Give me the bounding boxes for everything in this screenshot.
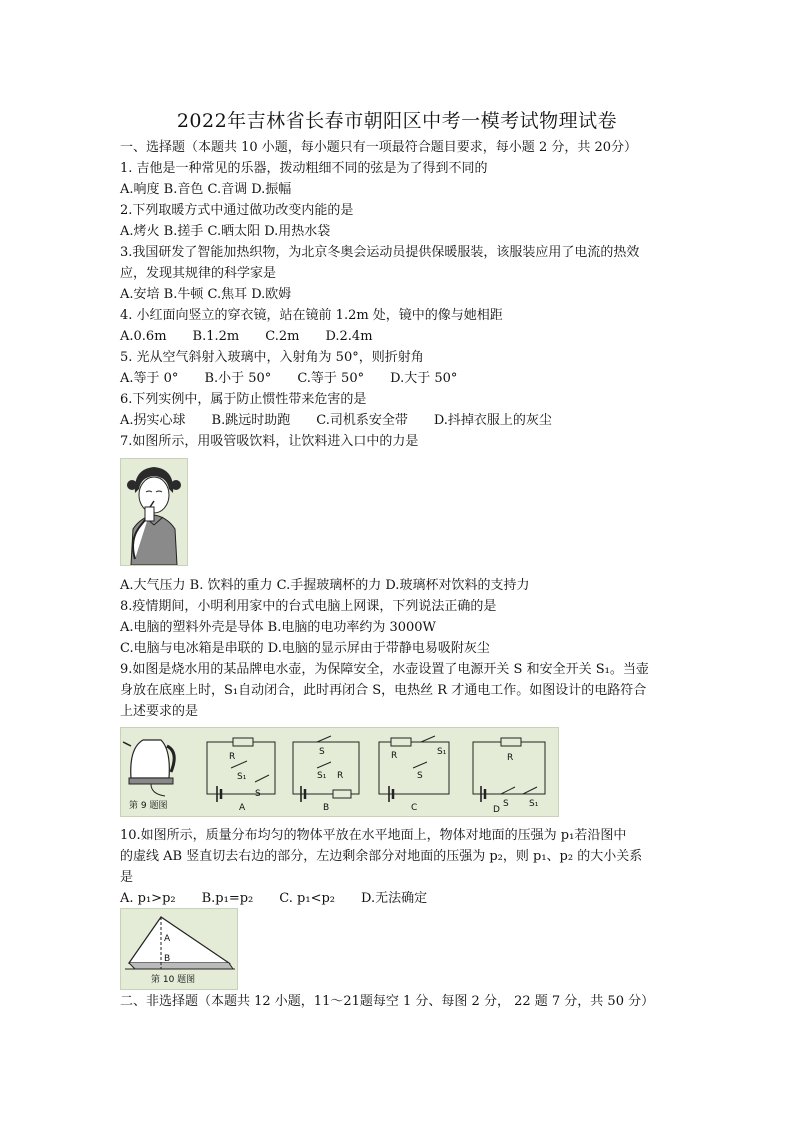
question-9-line-2: 身放在底座上时，S₁自动闭合，此时再闭合 S，电热丝 R 才通电工作。如图设计的电路符合 [120,683,647,698]
fig10-a-label: A [164,934,171,944]
question-10-options [120,890,680,908]
trapezoid-block-diagram [121,909,237,989]
question-3-line-2: 应，发现其规律的科学家是 [120,266,277,281]
question-8: 8.疫情期间，小明利用家中的台式电脑上网课，下列说法正确的是 [120,599,497,614]
q5-option-b: B.小于 50° [204,371,272,386]
question-1-options: A.响度 B.音色 C.音调 D.振幅 [120,182,292,197]
circuit-c-label: C [411,803,418,813]
circuit-d-s1-label: S₁ [529,799,539,809]
circuit-c-s-label: S [417,771,423,781]
circuit-c-s1-label: S₁ [437,747,447,757]
circuit-d-s-label: S [503,799,509,809]
circuit-d-label: D [493,805,500,815]
q4-option-a: A.0.6m [120,329,167,344]
section-1-heading: 一、选择题（本题共 10 小题，每小题只有一项最符合题目要求，每小题 2 分，共 20分） [120,140,638,155]
question-5-options [120,370,680,388]
question-10-line-2: 的虚线 AB 竖直切去右边的部分，左边剩余部分对地面的压强为 p₂，则 p₁、p₂ 的大小关系 [120,849,643,864]
q5-option-a: A.等于 0° [120,371,179,386]
page-title: 2022年吉林省长春市朝阳区中考一模考试物理试卷 [176,110,618,132]
circuit-b-s1-label: S₁ [317,771,327,781]
question-8-options-1: A.电脑的塑料外壳是导体 B.电脑的电功率约为 3000W [120,620,436,635]
question-4: 4. 小红面向竖立的穿衣镜，站在镜前 1.2m 处，镜中的像与她相距 [120,308,503,323]
question-2: 2.下列取暖方式中通过做功改变内能的是 [120,203,354,218]
question-7-options: A.大气压力 B. 饮料的重力 C.手握玻璃杯的力 D.玻璃杯对饮料的支持力 [120,578,530,593]
question-9-line-1: 9.如图是烧水用的某品牌电水壶，为保障安全，水壶设置了电源开关 S 和安全开关 S₁。当壶 [120,662,649,677]
circuit-b-s-label: S [319,747,325,757]
fig9-caption: 第 9 题图 [129,801,168,811]
question-3-options: A.安培 B.牛顿 C.焦耳 D.欧姆 [120,287,292,302]
q6-option-a: A.拐实心球 [120,413,186,428]
question-10-line-1: 10.如图所示，质量分布均匀的物体平放在水平地面上，物体对地面的压强为 p₁若沿图中 [120,828,627,843]
q5-option-c: C.等于 50° [297,371,365,386]
girl-drinking-illustration [121,459,187,565]
q10-option-b: B.p₁=p₂ [201,891,254,906]
circuit-d-r-label: R [507,753,514,763]
circuit-b-label: B [323,803,330,813]
question-10-figure [120,908,238,990]
question-7: 7.如图所示，用吸管吸饮料，让饮料进入口中的力是 [120,434,419,449]
question-9-line-3: 上述要求的是 [120,704,199,719]
question-6-options [120,412,680,430]
q6-option-d: D.抖掉衣服上的灰尘 [433,413,552,428]
question-6: 6.下列实例中，属于防止惯性带来危害的是 [120,392,367,407]
question-4-options [120,328,680,346]
circuit-c-r-label: R [391,751,398,761]
q10-option-c: C. p₁<p₂ [279,891,335,906]
circuit-a-label: A [239,803,246,813]
question-9-figure [120,727,559,817]
fig10-b-label: B [164,954,171,964]
question-7-figure [120,458,188,566]
circuit-a-s1-label: S₁ [237,772,247,782]
q4-option-b: B.1.2m [192,329,240,344]
q5-option-d: D.大于 50° [390,371,458,386]
q10-option-d: D.无法确定 [361,891,428,906]
circuit-b-r-label: R [337,771,344,781]
q6-option-b: B.跳远时助跑 [211,413,291,428]
q10-option-a: A. p₁>p₂ [120,891,176,906]
kettle-circuit-diagrams [121,728,558,816]
circuit-a-r-label: R [229,752,236,762]
fig10-caption: 第 10 题图 [151,975,196,985]
q6-option-c: C.司机系安全带 [316,413,408,428]
circuit-a-s-label: S [255,789,261,799]
question-5: 5. 光从空气斜射入玻璃中，入射角为 50°，则折射角 [120,350,424,365]
question-8-options-2: C.电脑与电冰箱是串联的 D.电脑的显示屏由于带静电易吸附灰尘 [120,641,490,656]
question-10-line-3: 是 [120,870,134,885]
q4-option-c: C.2m [265,329,300,344]
section-2-heading: 二、非选择题（本题共 12 小题，11～21题每空 1 分、每图 2 分， 22 题 7 分，共 50 分） [120,994,655,1009]
question-1: 1. 吉他是一种常见的乐器，拨动粗细不同的弦是为了得到不同的 [120,161,488,176]
q4-option-d: D.2.4m [325,329,373,344]
question-3-line-1: 3.我国研发了智能加热织物，为北京冬奥会运动员提供保暖服装，该服装应用了电流的热效 [120,245,640,260]
question-2-options: A.烤火 B.搓手 C.晒太阳 D.用热水袋 [120,224,331,239]
